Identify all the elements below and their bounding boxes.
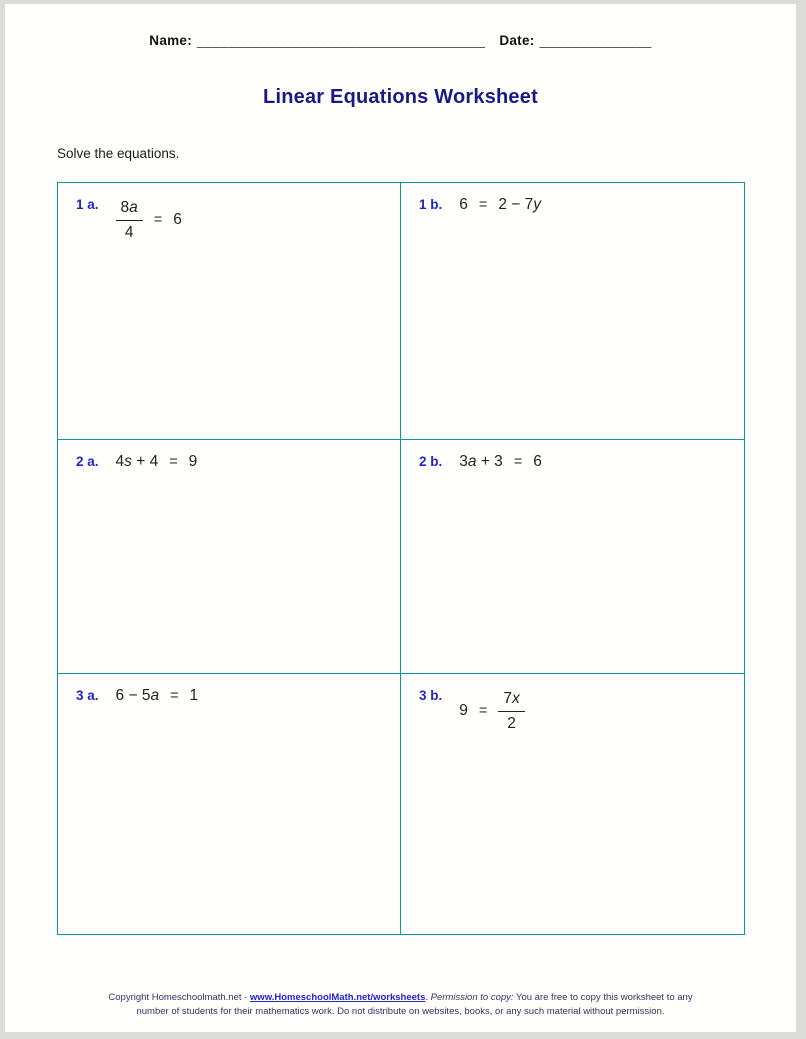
permission-text: You are free to copy this worksheet to any number of students for their mathematics work. Do not distribute on websites, books, or any such material without permission. xyxy=(136,992,693,1017)
problem-label: 2 b. xyxy=(419,454,443,469)
equation-3a: 6 − 5 a = 1 xyxy=(115,687,199,704)
problem-cell-3b xyxy=(401,674,744,934)
variable: s xyxy=(124,453,132,470)
equals-sign: = xyxy=(170,688,179,704)
instructions-text: Solve the equations. xyxy=(57,146,180,161)
problem-cell-1b xyxy=(401,183,744,440)
problem-label: 3 a. xyxy=(76,688,99,703)
equals-sign: = xyxy=(513,454,523,470)
page-title: Linear Equations Worksheet xyxy=(263,86,538,108)
permission-to-copy-label: Permission to copy: xyxy=(430,992,514,1004)
variable: a xyxy=(150,687,160,704)
equation-lhs: 9 xyxy=(459,702,468,720)
name-label: Name: xyxy=(149,33,193,48)
equation-2a: 4 s + 4 = 9 xyxy=(115,453,198,470)
problem-label: 1 a. xyxy=(76,197,99,212)
variable: y xyxy=(533,196,542,213)
problem-cell-1a xyxy=(58,183,401,440)
worksheet-page xyxy=(5,4,796,1032)
equals-sign: = xyxy=(169,454,178,470)
equation-rhs: 9 xyxy=(188,453,198,470)
variable: a xyxy=(467,453,477,470)
equation-lhs: 6 xyxy=(459,196,468,213)
equals-sign: = xyxy=(153,212,163,229)
date-label: Date: xyxy=(499,33,535,48)
equation-rhs: 6 xyxy=(533,453,542,470)
equals-sign: = xyxy=(478,197,488,213)
fraction xyxy=(498,690,524,733)
fraction-denominator: 4 xyxy=(124,223,134,241)
fraction-numerator: 8a xyxy=(116,199,143,221)
name-blank-line[interactable]: ____________________________________ xyxy=(197,33,486,48)
problem-cell-3a xyxy=(58,674,401,934)
equation-1b: 6 = 2 − 7 y xyxy=(459,196,542,213)
problem-label: 3 b. xyxy=(419,688,443,703)
equation-2b: 3 a + 3 = 6 xyxy=(459,453,542,470)
problem-cell-2a xyxy=(58,440,401,674)
copyright-text: Copyright Homeschoolmath.net - xyxy=(108,992,250,1004)
equation-rhs: 1 xyxy=(189,687,199,704)
equals-sign: = xyxy=(478,703,488,720)
date-blank-line[interactable]: ______________ xyxy=(539,33,652,48)
problem-cell-2b xyxy=(401,440,744,674)
problem-label: 1 b. xyxy=(419,197,443,212)
problem-grid xyxy=(57,182,745,935)
fraction xyxy=(116,199,143,242)
equation-rhs: 6 xyxy=(173,211,182,229)
equation-3b xyxy=(459,690,524,733)
problem-label: 2 a. xyxy=(76,454,99,469)
name-date-row xyxy=(5,33,796,48)
worksheets-link[interactable]: www.HomeschoolMath.net/worksheets xyxy=(249,992,426,1004)
fraction-denominator: 2 xyxy=(507,714,516,732)
fraction-numerator: 7x xyxy=(498,690,524,712)
equation-1a xyxy=(116,199,182,242)
copyright-footer: Copyright Homeschoolmath.net - www.HomeschoolMath.net/worksheets. Permission to copy: You are free to copy this worksheet to any number of students for their mathematics work. Do not distribute on websites, books, or any such material without permission. xyxy=(108,992,693,1017)
